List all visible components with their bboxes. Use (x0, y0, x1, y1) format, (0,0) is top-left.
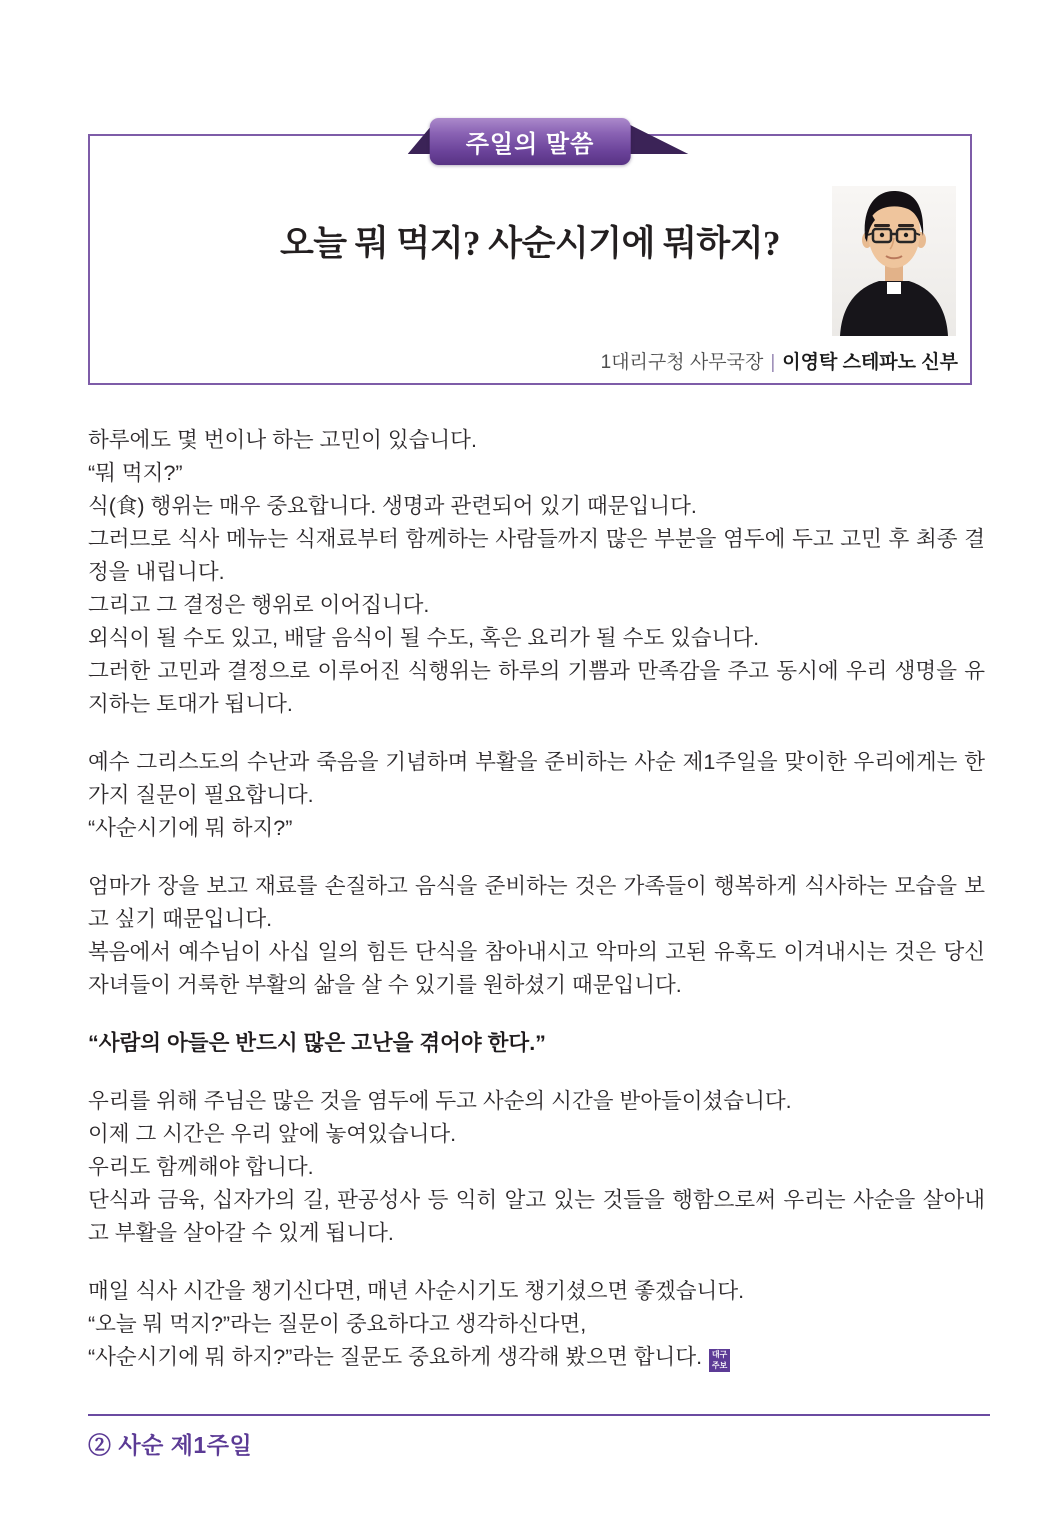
sentence: “뭐 먹지?” (88, 461, 183, 485)
sentence: 이제 그 시간은 우리 앞에 놓여있습니다. (88, 1122, 457, 1146)
ribbon-fold-right-icon (626, 123, 688, 154)
article-body (88, 424, 985, 1399)
sentence: 우리도 함께해야 합니다. (88, 1155, 314, 1179)
sentence: 그리고 그 결정은 행위로 이어집니다. (88, 593, 430, 617)
sentence-text: “사순시기에 뭐 하지?”라는 질문도 중요하게 생각해 봤으면 합니다. (88, 1345, 703, 1369)
sentence: 예수 그리스도의 수난과 죽음을 기념하며 부활을 준비하는 사순 제1주일을 맞이한 우리에게는 한 가지 질문이 필요합니다. (88, 750, 985, 807)
ribbon-label: 주일의 말씀 (430, 118, 631, 165)
sentence: “오늘 뭐 먹지?”라는 질문이 중요하다고 생각하신다면, (88, 1312, 587, 1336)
paragraph (88, 1085, 985, 1250)
byline-role: 1대리구청 사무국장 (600, 352, 764, 373)
byline-name: 이영탁 스테파노 신부 (782, 352, 958, 373)
sentence: 복음에서 예수님이 사십 일의 힘든 단식을 참아내시고 악마의 고된 유혹도 이겨내시는 것은 당신 자녀들이 거룩한 부활의 삶을 살 수 있기를 원하셨기 때문입니다. (88, 940, 985, 997)
section-ribbon (430, 118, 631, 165)
footer-rule (88, 1414, 990, 1416)
sentence: 하루에도 몇 번이나 하는 고민이 있습니다. (88, 428, 477, 452)
bulletin-endmark-icon (709, 1349, 730, 1372)
paragraph (88, 870, 985, 1002)
sentence: “사람의 아들은 반드시 많은 고난을 겪어야 한다.” (88, 1031, 546, 1055)
sentence: 그러므로 식사 메뉴는 식재료부터 함께하는 사람들까지 많은 부분을 염두에 두고 고민 후 최종 결정을 내립니다. (88, 527, 985, 584)
sentence (88, 1341, 985, 1374)
sentence: 식(食) 행위는 매우 중요합니다. 생명과 관련되어 있기 때문입니다. (88, 494, 697, 518)
sentence: 엄마가 장을 보고 재료를 손질하고 음식을 준비하는 것은 가족들이 행복하게 식사하는 모습을 보고 싶기 때문입니다. (88, 874, 985, 931)
paragraph (88, 746, 985, 845)
priest-photo (832, 186, 956, 336)
byline-divider: | (770, 352, 776, 373)
sentence: 외식이 될 수도 있고, 배달 음식이 될 수도, 혹은 요리가 될 수도 있습니다. (88, 626, 760, 650)
sentence: 그러한 고민과 결정으로 이루어진 식행위는 하루의 기쁨과 만족감을 주고 동시에 우리 생명을 유지하는 토대가 됩니다. (88, 659, 985, 716)
paragraph (88, 1275, 985, 1374)
scripture-quote (88, 1027, 985, 1060)
page-title: 오늘 뭐 먹지? 사순시기에 뭐하지? (279, 224, 781, 263)
header-box (88, 131, 972, 385)
sentence: 매일 식사 시간을 챙기신다면, 매년 사순시기도 챙기셨으면 좋겠습니다. (88, 1279, 745, 1303)
sentence: 단식과 금육, 십자가의 길, 판공성사 등 익히 알고 있는 것들을 행함으로써 우리는 사순을 살아내고 부활을 살아갈 수 있게 됩니다. (88, 1188, 985, 1245)
endmark-line2: 주보 (711, 1361, 728, 1370)
paragraph (88, 424, 985, 721)
byline (601, 347, 958, 374)
endmark-line1: 대구 (711, 1350, 728, 1359)
footer-page-label: ② 사순 제1주일 (88, 1432, 253, 1458)
sentence: 우리를 위해 주님은 많은 것을 염두에 두고 사순의 시간을 받아들이셨습니다. (88, 1089, 792, 1113)
sentence: “사순시기에 뭐 하지?” (88, 816, 293, 840)
